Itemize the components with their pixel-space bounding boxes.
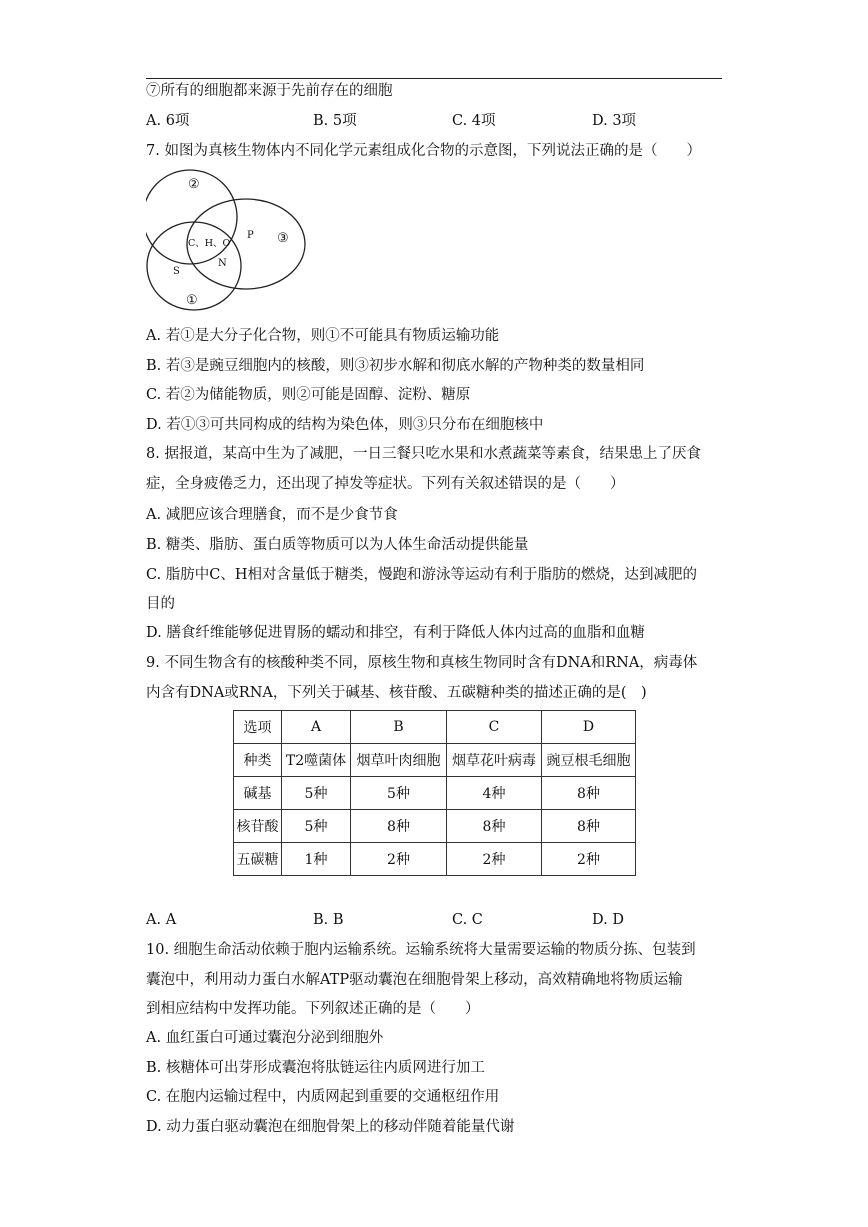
q10-option-d: D. 动力蛋白驱动囊泡在细胞骨架上的移动伴随着能量代谢: [146, 1119, 515, 1135]
table-row: [234, 843, 636, 876]
table-cell: 8种: [447, 810, 542, 843]
table-cell: 1种: [282, 843, 351, 876]
table-header-cell: 选项: [234, 711, 282, 744]
q8-option-d: D. 膳食纤维能够促进胃肠的蠕动和排空，有利于降低人体内过高的血脂和血糖: [146, 625, 645, 641]
q8-option-c-line-1: C. 脂肪中C、H相对含量低于糖类，慢跑和游泳等运动有利于脂肪的燃烧，达到减肥的: [146, 567, 698, 583]
q10-option-c: C. 在胞内运输过程中，内质网起到重要的交通枢纽作用: [146, 1089, 500, 1105]
q6-option-d: D. 3项: [592, 113, 637, 129]
table-cell: T2噬菌体: [282, 744, 351, 777]
table-header-cell: A: [282, 711, 351, 744]
table-header-cell: D: [542, 711, 636, 744]
q7-stem: 7. 如图为真核生物体内不同化学元素组成化合物的示意图，下列说法正确的是（ ）: [146, 143, 701, 159]
table-cell: 2种: [351, 843, 447, 876]
table-cell: 4种: [447, 777, 542, 810]
q6-option-c: C. 4项: [452, 113, 496, 129]
q6-option-b: B. 5项: [313, 113, 357, 129]
table-cell: 豌豆根毛细胞: [542, 744, 636, 777]
q9-stem-line-1: 9. 不同生物含有的核酸种类不同，原核生物和真核生物同时含有DNA和RNA，病毒体: [146, 655, 698, 671]
q7-option-d: D. 若①③可共同构成的结构为染色体，则③只分布在细胞核中: [146, 417, 544, 433]
table-cell: 2种: [447, 843, 542, 876]
venn-diagram: [146, 168, 306, 314]
q9-stem-line-2: 内含有DNA或RNA，下列关于碱基、核苷酸、五碳糖种类的描述正确的是( ): [146, 685, 647, 701]
q8-option-a: A. 减肥应该合理膳食，而不是少食节食: [146, 507, 398, 523]
q6-statement-7: ⑦所有的细胞都来源于先前存在的细胞: [146, 83, 393, 99]
table-cell: 5种: [282, 777, 351, 810]
q10-stem-line-1: 10. 细胞生命活动依赖于胞内运输系统。运输系统将大量需要运输的物质分拣、包装到: [146, 942, 696, 958]
table-header-row: [234, 711, 636, 744]
q8-stem-line-1: 8. 据报道，某高中生为了减肥，一日三餐只吃水果和水煮蔬菜等素食，结果患上了厌食: [146, 446, 701, 462]
element-s: S: [173, 266, 180, 277]
circle-3-label: ③: [277, 231, 289, 246]
table-cell: 种类: [234, 744, 282, 777]
element-c-h-o: C、H、O: [188, 238, 231, 249]
q9-option-a: A. A: [146, 912, 177, 928]
element-p: P: [247, 230, 254, 241]
q7-option-a: A. 若①是大分子化合物，则①不可能具有物质运输功能: [146, 328, 500, 344]
q6-option-a: A. 6项: [146, 113, 190, 129]
q7-option-c: C. 若②为储能物质，则②可能是固醇、淀粉、糖原: [146, 387, 471, 403]
table-cell: 8种: [542, 777, 636, 810]
q9-option-d: D. D: [592, 912, 624, 928]
table-cell: 核苷酸: [234, 810, 282, 843]
q10-option-b: B. 核糖体可出芽形成囊泡将肽链运往内质网进行加工: [146, 1060, 485, 1076]
q7-option-b: B. 若③是豌豆细胞内的核酸，则③初步水解和彻底水解的产物种类的数量相同: [146, 358, 645, 374]
q8-stem-line-2: 症，全身疲倦乏力，还出现了掉发等症状。下列有关叙述错误的是（ ）: [146, 476, 625, 492]
circle-1-label: ①: [186, 293, 198, 308]
table-cell: 2种: [542, 843, 636, 876]
table-header-cell: C: [447, 711, 542, 744]
table-cell: 8种: [351, 810, 447, 843]
table-header-cell: B: [351, 711, 447, 744]
table-row: [234, 777, 636, 810]
q9-option-b: B. B: [313, 912, 344, 928]
q10-stem-line-3: 到相应结构中发挥功能。下列叙述正确的是（ ）: [146, 1001, 480, 1017]
table-cell: 5种: [351, 777, 447, 810]
element-n: N: [218, 258, 227, 269]
table-cell: 五碳糖: [234, 843, 282, 876]
q10-stem-line-2: 囊泡中，利用动力蛋白水解ATP驱动囊泡在细胞骨架上移动，高效精确地将物质运输: [146, 972, 683, 988]
table-row: [234, 744, 636, 777]
table-cell: 烟草花叶病毒: [447, 744, 542, 777]
table-cell: 烟草叶肉细胞: [351, 744, 447, 777]
q8-option-b: B. 糖类、脂肪、蛋白质等物质可以为人体生命活动提供能量: [146, 537, 529, 553]
q9-option-c: C. C: [452, 912, 483, 928]
header-rule: [146, 78, 722, 79]
q8-option-c-line-2: 目的: [146, 596, 175, 612]
circle-2-label: ②: [188, 177, 200, 192]
table-row: [234, 810, 636, 843]
q10-option-a: A. 血红蛋白可通过囊泡分泌到细胞外: [146, 1030, 384, 1046]
table-cell: 8种: [542, 810, 636, 843]
table-cell: 碱基: [234, 777, 282, 810]
table-cell: 5种: [282, 810, 351, 843]
nucleic-acid-table: [233, 710, 636, 876]
